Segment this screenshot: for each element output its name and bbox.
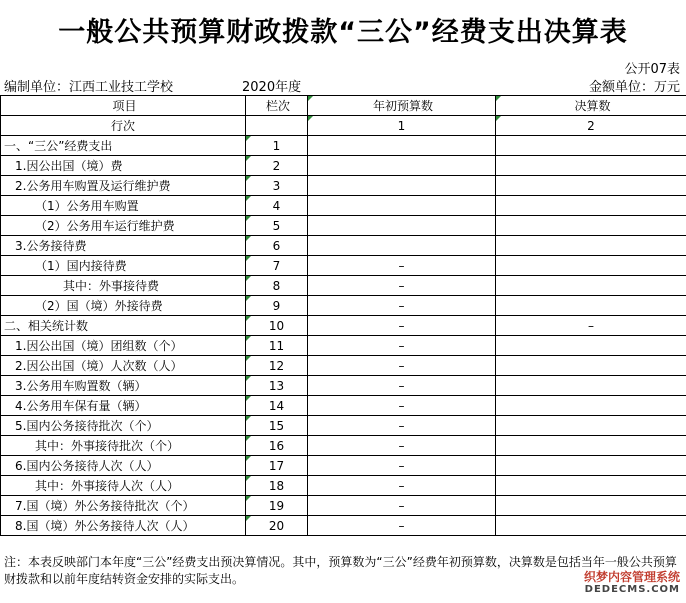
row-label: 8.国（境）外公务接待人次（人） [1, 516, 246, 536]
index-final: 2 [496, 116, 686, 136]
table-row [1, 336, 686, 356]
row-final [496, 496, 686, 516]
row-label: 3.公务用车购置数（辆） [1, 376, 246, 396]
row-label: 1.因公出国（境）团组数（个） [1, 336, 246, 356]
row-label: 3.公务接待费 [1, 236, 246, 256]
row-budget [308, 176, 496, 196]
row-final [496, 416, 686, 436]
table-row [1, 376, 686, 396]
row-label: 5.国内公务接待批次（个） [1, 416, 246, 436]
row-budget: – [308, 376, 496, 396]
row-budget: – [308, 336, 496, 356]
row-budget: – [308, 436, 496, 456]
table-row [1, 496, 686, 516]
row-label: 6.国内公务接待人次（人） [1, 456, 246, 476]
row-no: 13 [246, 376, 308, 396]
table-row [1, 196, 686, 216]
table-row [1, 216, 686, 236]
header-item: 项目 [1, 96, 246, 116]
table-row [1, 396, 686, 416]
row-no: 5 [246, 216, 308, 236]
table-row [1, 436, 686, 456]
row-no: 12 [246, 356, 308, 376]
row-no: 7 [246, 256, 308, 276]
table-row [1, 516, 686, 536]
table-row [1, 236, 686, 256]
table-row [1, 136, 686, 156]
row-final: – [496, 316, 686, 336]
row-no: 9 [246, 296, 308, 316]
row-no: 8 [246, 276, 308, 296]
index-row [1, 116, 686, 136]
row-no: 11 [246, 336, 308, 356]
table-row [1, 156, 686, 176]
row-budget: – [308, 516, 496, 536]
row-label: 1.因公出国（境）费 [1, 156, 246, 176]
row-final [496, 216, 686, 236]
form-number: 公开07表 [624, 62, 680, 77]
row-no: 2 [246, 156, 308, 176]
row-final [496, 276, 686, 296]
table-row [1, 296, 686, 316]
row-no: 19 [246, 496, 308, 516]
row-final [496, 436, 686, 456]
row-final [496, 456, 686, 476]
row-no: 15 [246, 416, 308, 436]
row-final [496, 396, 686, 416]
row-no: 16 [246, 436, 308, 456]
row-final [496, 516, 686, 536]
table-row [1, 456, 686, 476]
page-title: 一般公共预算财政拨款“三公”经费支出决算表 [58, 17, 628, 48]
table-row [1, 176, 686, 196]
row-label: 二、相关统计数 [1, 316, 246, 336]
row-final [496, 136, 686, 156]
row-label: （2）公务用车运行维护费 [1, 216, 246, 236]
row-budget: – [308, 296, 496, 316]
row-no: 14 [246, 396, 308, 416]
header-final: 决算数 [496, 96, 686, 116]
row-final [496, 296, 686, 316]
row-final [496, 476, 686, 496]
reporting-unit: 编制单位：江西工业技工学校 [4, 80, 174, 95]
row-budget: – [308, 416, 496, 436]
row-no: 18 [246, 476, 308, 496]
row-no: 17 [246, 456, 308, 476]
row-label: 其中：外事接待人次（人） [1, 476, 246, 496]
row-budget: – [308, 496, 496, 516]
row-no: 3 [246, 176, 308, 196]
row-budget [308, 236, 496, 256]
table-row [1, 256, 686, 276]
row-final [496, 176, 686, 196]
row-budget: – [308, 256, 496, 276]
row-label: 2.因公出国（境）人次数（人） [1, 356, 246, 376]
index-budget: 1 [308, 116, 496, 136]
footnote: 注：本表反映部门本年度“三公”经费支出预决算情况。其中，预算数为“三公”经费年初预算数，决算数是包括当年一般公共预算财拨款和以前年度结转资金安排的实际支出。 [4, 555, 677, 586]
row-label: 一、“三公”经费支出 [1, 136, 246, 156]
row-final [496, 356, 686, 376]
row-label: 其中：外事接待费 [1, 276, 246, 296]
watermark-title: 织梦内容管理系统 [583, 570, 680, 584]
table-row [1, 476, 686, 496]
row-final [496, 196, 686, 216]
row-label: 4.公务用车保有量（辆） [1, 396, 246, 416]
row-budget [308, 156, 496, 176]
row-no: 1 [246, 136, 308, 156]
row-budget: – [308, 276, 496, 296]
row-label: 2.公务用车购置及运行维护费 [1, 176, 246, 196]
row-budget [308, 196, 496, 216]
table-row [1, 276, 686, 296]
expense-table [0, 95, 686, 536]
row-no: 10 [246, 316, 308, 336]
row-budget [308, 136, 496, 156]
money-unit: 金额单位：万元 [588, 80, 680, 95]
row-no: 4 [246, 196, 308, 216]
header-col-no: 栏次 [246, 96, 308, 116]
report-year: 2020年度 [242, 80, 302, 95]
row-final [496, 256, 686, 276]
row-budget: – [308, 456, 496, 476]
header-budget: 年初预算数 [308, 96, 496, 116]
row-budget: – [308, 476, 496, 496]
watermark-url: DEDECMS.COM [584, 584, 680, 595]
row-budget: – [308, 396, 496, 416]
row-budget [308, 216, 496, 236]
row-label: 7.国（境）外公务接待批次（个） [1, 496, 246, 516]
table-row [1, 316, 686, 336]
index-col-no-cell [246, 116, 308, 136]
header-row [1, 96, 686, 116]
row-final [496, 376, 686, 396]
row-no: 6 [246, 236, 308, 256]
row-final [496, 236, 686, 256]
row-budget: – [308, 316, 496, 336]
row-final [496, 336, 686, 356]
table-row [1, 416, 686, 436]
row-final [496, 156, 686, 176]
row-label: （1）公务用车购置 [1, 196, 246, 216]
row-budget: – [308, 356, 496, 376]
index-label: 行次 [1, 116, 246, 136]
row-label: （1）国内接待费 [1, 256, 246, 276]
row-label: （2）国（境）外接待费 [1, 296, 246, 316]
row-no: 20 [246, 516, 308, 536]
row-label: 其中：外事接待批次（个） [1, 436, 246, 456]
table-row [1, 356, 686, 376]
